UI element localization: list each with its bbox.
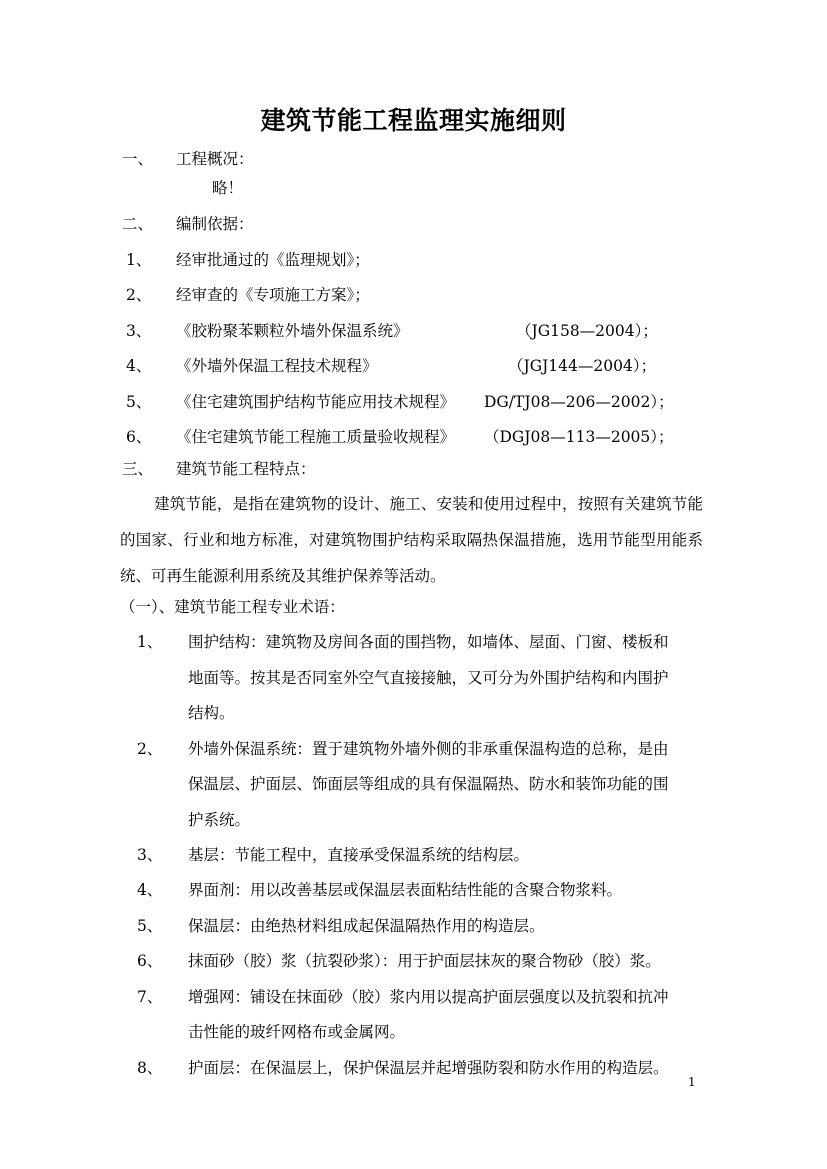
term-line: 界面剂：用以改善基层或保温层表面粘结性能的含聚合物浆料。 bbox=[188, 881, 623, 899]
basis-item-number: 4、 bbox=[126, 357, 152, 375]
basis-item-text: 经审批通过的《监理规划》； bbox=[176, 251, 370, 269]
term-line: 保温层、护面层、饰面层等组成的具有保温隔热、防水和装饰功能的围 bbox=[188, 775, 669, 793]
term-line: 外墙外保温系统：置于建筑物外墙外侧的非承重保温构造的总称，是由 bbox=[188, 740, 669, 758]
term-line: 围护结构：建筑物及房间各面的围挡物，如墙体、屋面、门窗、楼板和 bbox=[188, 633, 669, 651]
basis-item-number: 3、 bbox=[126, 322, 152, 340]
term-number: 2、 bbox=[137, 740, 163, 758]
term-line: 护面层：在保温层上，保护保温层并起增强防裂和防水作用的构造层。 bbox=[188, 1059, 669, 1077]
subsection-heading: （一）、建筑节能工程专业术语： bbox=[120, 598, 345, 616]
basis-item-number: 5、 bbox=[126, 393, 152, 411]
section-1-number: 一、 bbox=[122, 150, 154, 168]
term-number: 6、 bbox=[137, 952, 163, 970]
section-2-number: 二、 bbox=[122, 215, 154, 233]
section-2-heading: 编制依据： bbox=[176, 215, 254, 233]
basis-item-text: 《胶粉聚苯颗粒外墙外保温系统》 bbox=[176, 322, 409, 340]
section-1-body: 略！ bbox=[212, 179, 244, 197]
term-line: 击性能的玻纤网格布或金属网。 bbox=[188, 1023, 406, 1041]
basis-item-standard-code: DG/TJ08—206—2002）； bbox=[484, 393, 674, 411]
page-number: 1 bbox=[688, 1075, 696, 1089]
basis-item-number: 2、 bbox=[126, 286, 152, 304]
term-line: 结构。 bbox=[188, 704, 235, 722]
basis-item-text: 《住宅建筑节能工程施工质量验收规程》 bbox=[176, 428, 456, 446]
section-3-intro-paragraph bbox=[120, 486, 703, 594]
term-number: 4、 bbox=[137, 881, 163, 899]
term-line: 地面等。按其是否同室外空气直接接触，又可分为外围护结构和内围护 bbox=[188, 669, 669, 687]
basis-item-standard-code: （JGJ144—2004）； bbox=[508, 357, 657, 375]
section-3-heading: 建筑节能工程特点： bbox=[176, 460, 316, 478]
term-number: 3、 bbox=[137, 846, 163, 864]
term-number: 1、 bbox=[137, 633, 163, 651]
term-number: 5、 bbox=[137, 917, 163, 935]
section-3-intro-text: 建筑节能，是指在建筑物的设计、施工、安装和使用过程中，按照有关建筑节能的国家、行业和地方标准，对建筑物围护结构采取隔热保温措施，选用节能型用能系统、可再生能源利用系统及其维护保养等活动。 bbox=[120, 495, 703, 585]
section-1-heading: 工程概况： bbox=[176, 150, 254, 168]
basis-item-standard-code: （DGJ08—113—2005）； bbox=[484, 428, 674, 446]
term-line: 基层：节能工程中，直接承受保温系统的结构层。 bbox=[188, 846, 530, 864]
basis-item-number: 6、 bbox=[126, 428, 152, 446]
basis-item-number: 1、 bbox=[126, 251, 152, 269]
basis-item-text: 《外墙外保温工程技术规程》 bbox=[176, 357, 378, 375]
term-number: 8、 bbox=[137, 1059, 163, 1077]
term-line: 护系统。 bbox=[188, 811, 251, 829]
document-title: 建筑节能工程监理实施细则 bbox=[260, 106, 567, 135]
term-line: 抹面砂（胶）浆（抗裂砂浆）：用于护面层抹灰的聚合物砂（胶）浆。 bbox=[188, 952, 661, 970]
basis-item-text: 《住宅建筑围护结构节能应用技术规程》 bbox=[176, 393, 456, 411]
section-3-number: 三、 bbox=[122, 460, 154, 478]
basis-item-standard-code: （JG158—2004）； bbox=[516, 322, 658, 340]
term-line: 增强网：铺设在抹面砂（胶）浆内用以提高护面层强度以及抗裂和抗冲 bbox=[188, 988, 669, 1006]
term-line: 保温层：由绝热材料组成起保温隔热作用的构造层。 bbox=[188, 917, 545, 935]
term-number: 7、 bbox=[137, 988, 163, 1006]
basis-item-text: 经审查的《专项施工方案》； bbox=[176, 286, 370, 304]
